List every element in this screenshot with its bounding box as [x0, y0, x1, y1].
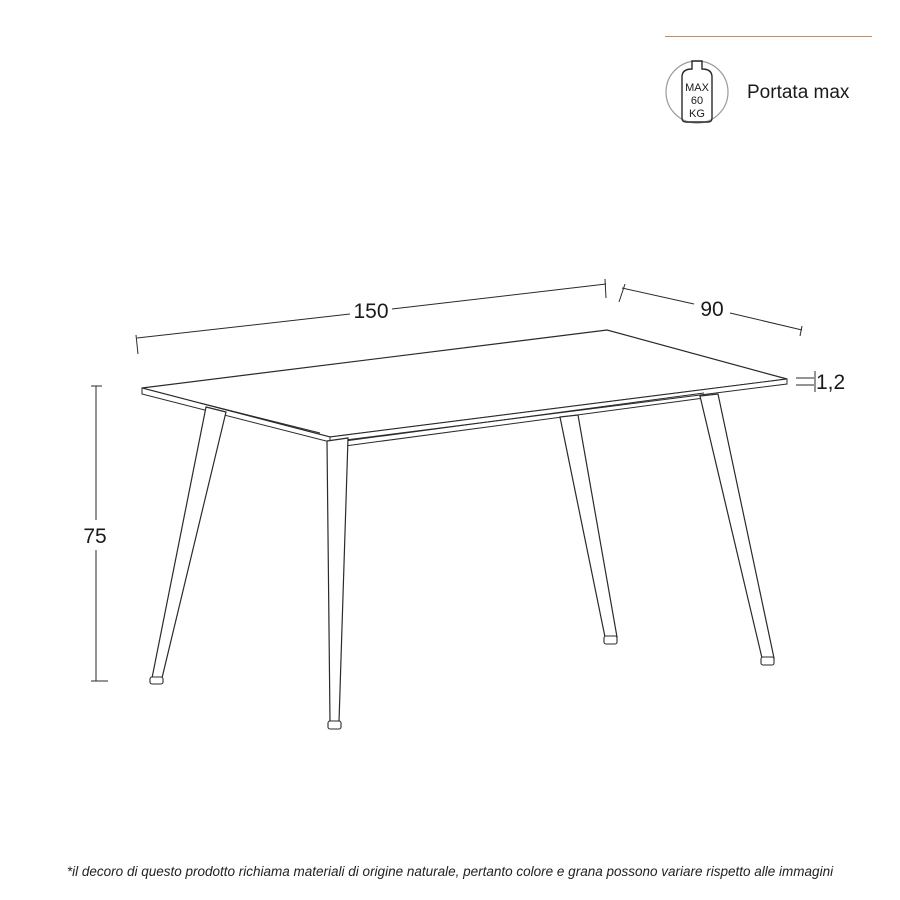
- table-leg-front-right: [327, 438, 348, 729]
- length-label: 150: [353, 300, 389, 323]
- badge-line-60: 60: [690, 95, 704, 107]
- badge-line-kg: KG: [689, 108, 705, 120]
- depth-dimension: [619, 284, 802, 336]
- table-leg-back-left: [560, 415, 617, 644]
- table-leg-front-left: [150, 407, 226, 684]
- table-leg-back-right: [700, 394, 774, 665]
- thickness-label: 1,2: [816, 371, 846, 394]
- height-label: 75: [83, 525, 107, 548]
- disclaimer-note: *il decoro di questo prodotto richiama materiali di origine naturale, pertanto colore e grana possono variare rispetto alle immagini: [66, 864, 834, 879]
- thickness-dimension: [796, 371, 845, 394]
- badge-line-max: MAX: [685, 82, 709, 94]
- load-capacity-label: Portata max: [747, 82, 850, 103]
- weight-icon: [666, 61, 728, 123]
- height-dimension: [78, 386, 114, 681]
- depth-label: 90: [700, 298, 724, 321]
- table-top: [142, 330, 787, 446]
